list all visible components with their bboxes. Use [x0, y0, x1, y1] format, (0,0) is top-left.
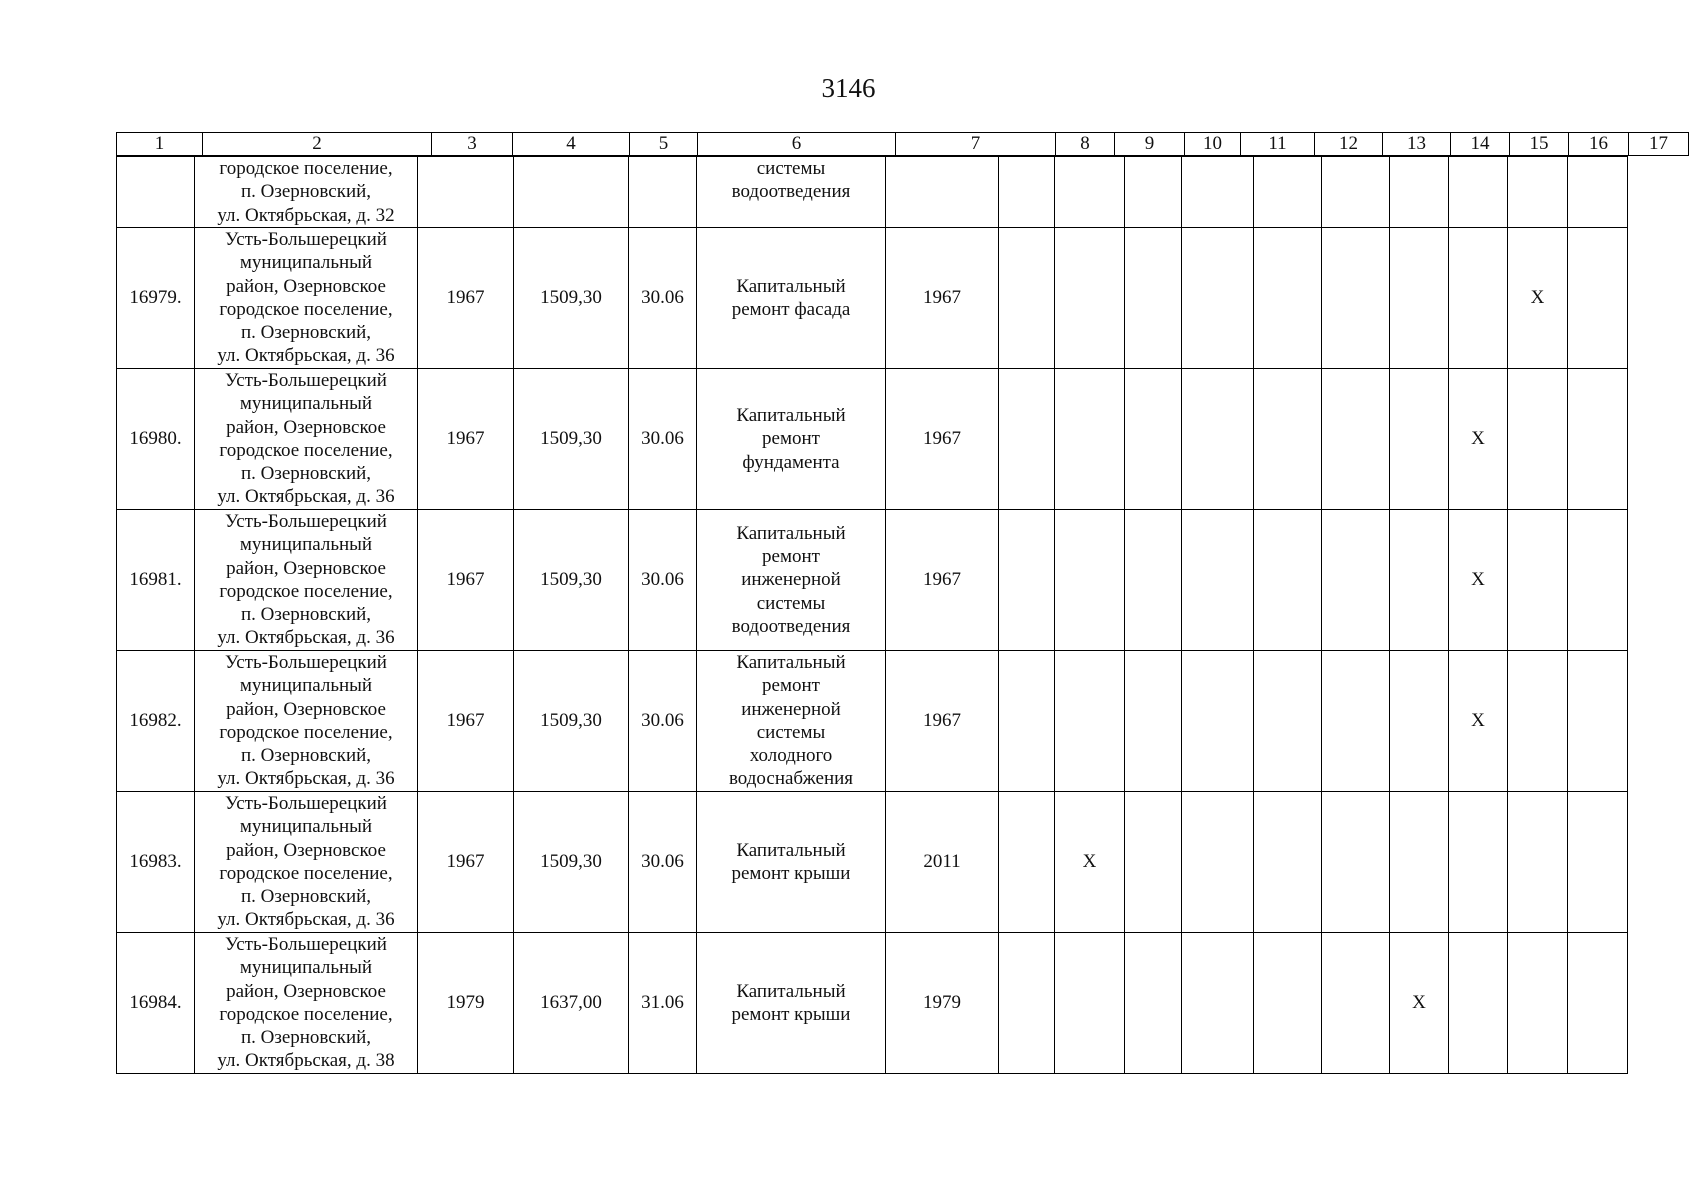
cell-address: Усть-Большерецкий муниципальный район, Озерновское городское поселение, п. Озерновский, ул. Октябрьская, д. 36 [195, 650, 418, 791]
cell-col-17 [1568, 650, 1628, 791]
column-header: 12 [1315, 133, 1383, 156]
cell-col-12 [1254, 932, 1322, 1073]
header-row [117, 133, 1689, 156]
cell-col-14 [1390, 791, 1449, 932]
cell-col-13 [1322, 650, 1390, 791]
cell-col-14 [1390, 650, 1449, 791]
cell-col-15 [1449, 791, 1508, 932]
continued-row [117, 157, 1628, 228]
cell-year: 1979 [418, 932, 514, 1073]
cell-last-repair: 2011 [886, 791, 999, 932]
cell-year: 1967 [418, 650, 514, 791]
cell-col-16 [1508, 650, 1568, 791]
column-header: 2 [203, 133, 432, 156]
cell-col-11 [1182, 227, 1254, 368]
cell-address: городское поселение, п. Озерновский, ул. Октябрьская, д. 32 [195, 157, 418, 228]
cell-code [629, 157, 697, 228]
cell-code: 31.06 [629, 932, 697, 1073]
column-header: 7 [896, 133, 1056, 156]
cell-code: 30.06 [629, 509, 697, 650]
cell-col-11 [1182, 368, 1254, 509]
cell-col-10 [1125, 368, 1182, 509]
cell-col-13 [1322, 227, 1390, 368]
cell-work-type: Капитальный ремонт инженерной системы водоотведения [697, 509, 886, 650]
column-header: 5 [630, 133, 698, 156]
cell-last-repair: 1967 [886, 650, 999, 791]
cell-col-15: X [1449, 368, 1508, 509]
cell-col-12 [1254, 650, 1322, 791]
cell-work-type: Капитальный ремонт фундамента [697, 368, 886, 509]
column-header: 4 [513, 133, 630, 156]
cell-col-15 [1449, 227, 1508, 368]
column-header: 16 [1569, 133, 1629, 156]
cell-col-16 [1508, 157, 1568, 228]
cell-col-15 [1449, 932, 1508, 1073]
cell-col-13 [1322, 509, 1390, 650]
cell-col-12 [1254, 227, 1322, 368]
table-row [117, 791, 1628, 932]
cell-area: 1509,30 [514, 509, 629, 650]
column-header: 9 [1115, 133, 1185, 156]
cell-year [418, 157, 514, 228]
cell-number [117, 157, 195, 228]
cell-last-repair [886, 157, 999, 228]
column-header: 11 [1241, 133, 1315, 156]
table-row [117, 509, 1628, 650]
cell-code: 30.06 [629, 791, 697, 932]
cell-number: 16979. [117, 227, 195, 368]
column-header: 17 [1629, 133, 1689, 156]
cell-col-8 [999, 227, 1055, 368]
cell-address: Усть-Большерецкий муниципальный район, Озерновское городское поселение, п. Озерновский, ул. Октябрьская, д. 36 [195, 509, 418, 650]
cell-number: 16980. [117, 368, 195, 509]
cell-code: 30.06 [629, 368, 697, 509]
cell-col-9 [1055, 650, 1125, 791]
cell-work-type: Капитальный ремонт крыши [697, 791, 886, 932]
cell-col-15: X [1449, 509, 1508, 650]
cell-number: 16982. [117, 650, 195, 791]
cell-col-17 [1568, 932, 1628, 1073]
cell-number: 16984. [117, 932, 195, 1073]
cell-col-10 [1125, 157, 1182, 228]
cell-work-type: Капитальный ремонт инженерной системы холодного водоснабжения [697, 650, 886, 791]
table-row [117, 227, 1628, 368]
cell-col-11 [1182, 932, 1254, 1073]
column-number-header [116, 132, 1689, 156]
cell-area: 1637,00 [514, 932, 629, 1073]
cell-col-16 [1508, 509, 1568, 650]
cell-col-12 [1254, 509, 1322, 650]
cell-col-8 [999, 791, 1055, 932]
cell-col-17 [1568, 157, 1628, 228]
cell-col-9 [1055, 227, 1125, 368]
column-header: 10 [1185, 133, 1241, 156]
cell-area: 1509,30 [514, 650, 629, 791]
cell-col-11 [1182, 791, 1254, 932]
cell-col-10 [1125, 791, 1182, 932]
cell-number: 16983. [117, 791, 195, 932]
cell-col-8 [999, 650, 1055, 791]
cell-code: 30.06 [629, 227, 697, 368]
cell-col-17 [1568, 791, 1628, 932]
cell-col-16 [1508, 932, 1568, 1073]
cell-address: Усть-Большерецкий муниципальный район, Озерновское городское поселение, п. Озерновский, ул. Октябрьская, д. 36 [195, 368, 418, 509]
cell-col-10 [1125, 227, 1182, 368]
cell-col-12 [1254, 157, 1322, 228]
column-header: 3 [432, 133, 513, 156]
cell-col-12 [1254, 368, 1322, 509]
column-header: 14 [1451, 133, 1510, 156]
cell-work-type: Капитальный ремонт фасада [697, 227, 886, 368]
cell-col-16 [1508, 368, 1568, 509]
cell-last-repair: 1967 [886, 227, 999, 368]
cell-address: Усть-Большерецкий муниципальный район, Озерновское городское поселение, п. Озерновский, ул. Октябрьская, д. 36 [195, 227, 418, 368]
column-header: 15 [1510, 133, 1569, 156]
cell-address: Усть-Большерецкий муниципальный район, Озерновское городское поселение, п. Озерновский, ул. Октябрьская, д. 38 [195, 932, 418, 1073]
cell-col-17 [1568, 227, 1628, 368]
page-number: 3146 [821, 73, 876, 103]
cell-area: 1509,30 [514, 368, 629, 509]
cell-work-type: системы водоотведения [697, 157, 886, 228]
table-row [117, 932, 1628, 1073]
cell-col-8 [999, 157, 1055, 228]
cell-work-type: Капитальный ремонт крыши [697, 932, 886, 1073]
column-header: 8 [1056, 133, 1115, 156]
cell-col-12 [1254, 791, 1322, 932]
cell-col-9: X [1055, 791, 1125, 932]
cell-col-15 [1449, 157, 1508, 228]
column-header: 6 [698, 133, 896, 156]
cell-address: Усть-Большерецкий муниципальный район, Озерновское городское поселение, п. Озерновский, ул. Октябрьская, д. 36 [195, 791, 418, 932]
cell-col-14 [1390, 509, 1449, 650]
cell-code: 30.06 [629, 650, 697, 791]
cell-col-16 [1508, 791, 1568, 932]
cell-number: 16981. [117, 509, 195, 650]
cell-year: 1967 [418, 509, 514, 650]
cell-col-11 [1182, 157, 1254, 228]
cell-col-9 [1055, 509, 1125, 650]
cell-col-11 [1182, 509, 1254, 650]
cell-area: 1509,30 [514, 227, 629, 368]
cell-col-8 [999, 368, 1055, 509]
column-header: 13 [1383, 133, 1451, 156]
cell-col-13 [1322, 932, 1390, 1073]
cell-year: 1967 [418, 368, 514, 509]
cell-col-14 [1390, 157, 1449, 228]
cell-area [514, 157, 629, 228]
cell-col-13 [1322, 791, 1390, 932]
cell-col-14 [1390, 227, 1449, 368]
cell-col-13 [1322, 157, 1390, 228]
cell-col-9 [1055, 932, 1125, 1073]
cell-col-10 [1125, 650, 1182, 791]
cell-last-repair: 1967 [886, 509, 999, 650]
cell-col-14: X [1390, 932, 1449, 1073]
cell-col-17 [1568, 368, 1628, 509]
cell-col-16: X [1508, 227, 1568, 368]
cell-col-8 [999, 509, 1055, 650]
cell-last-repair: 1979 [886, 932, 999, 1073]
column-header: 1 [117, 133, 203, 156]
cell-area: 1509,30 [514, 791, 629, 932]
repair-schedule-table [116, 156, 1628, 1074]
cell-col-14 [1390, 368, 1449, 509]
cell-col-9 [1055, 157, 1125, 228]
cell-col-17 [1568, 509, 1628, 650]
cell-col-8 [999, 932, 1055, 1073]
cell-col-11 [1182, 650, 1254, 791]
table-row [117, 650, 1628, 791]
cell-year: 1967 [418, 791, 514, 932]
cell-last-repair: 1967 [886, 368, 999, 509]
cell-col-9 [1055, 368, 1125, 509]
table-row [117, 368, 1628, 509]
cell-col-10 [1125, 509, 1182, 650]
cell-year: 1967 [418, 227, 514, 368]
cell-col-10 [1125, 932, 1182, 1073]
cell-col-15: X [1449, 650, 1508, 791]
cell-col-13 [1322, 368, 1390, 509]
